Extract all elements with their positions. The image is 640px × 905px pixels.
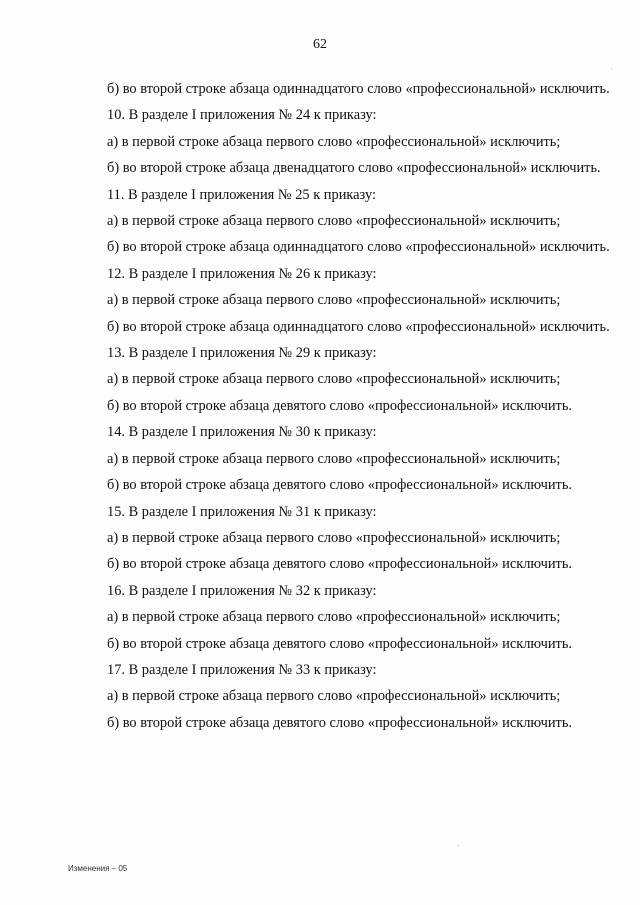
paragraph: а) в первой строке абзаца первого слово «профессиональной» исключить;: [107, 213, 561, 230]
paragraph: б) во второй строке абзаца девятого слово «профессиональной» исключить.: [107, 556, 572, 573]
paragraph: 14. В разделе I приложения № 30 к приказу:: [107, 424, 377, 441]
paragraph: б) во второй строке абзаца девятого слово «профессиональной» исключить.: [107, 397, 572, 414]
scan-speck: [611, 68, 612, 69]
paragraph: 12. В разделе I приложения № 26 к приказу:: [107, 265, 377, 282]
paragraph: а) в первой строке абзаца первого слово «профессиональной» исключить;: [107, 529, 561, 546]
paragraph: а) в первой строке абзаца первого слово «профессиональной» исключить;: [107, 133, 561, 150]
paragraph: 16. В разделе I приложения № 32 к приказу:: [107, 582, 377, 599]
paragraph: б) во второй строке абзаца одиннадцатого слово «профессиональной» исключить.: [107, 318, 610, 335]
paragraph: 10. В разделе I приложения № 24 к приказу:: [107, 107, 377, 124]
paragraph: б) во второй строке абзаца девятого слово «профессиональной» исключить.: [107, 477, 572, 494]
paragraph: б) во второй строке абзаца одиннадцатого слово «профессиональной» исключить.: [107, 239, 610, 256]
paragraph: б) во второй строке абзаца девятого слово «профессиональной» исключить.: [107, 714, 572, 731]
paragraph: б) во второй строке абзаца девятого слово «профессиональной» исключить.: [107, 635, 572, 652]
paragraph: а) в первой строке абзаца первого слово «профессиональной» исключить;: [107, 292, 561, 309]
document-body: [68, 76, 610, 736]
page-footer: Изменения – 05: [68, 864, 128, 873]
paragraph: 15. В разделе I приложения № 31 к приказу:: [107, 503, 377, 520]
paragraph: б) во второй строке абзаца одиннадцатого слово «профессиональной» исключить.: [107, 81, 610, 97]
page-number: 62: [313, 37, 327, 52]
paragraph: а) в первой строке абзаца первого слово «профессиональной» исключить;: [107, 450, 561, 467]
paragraph: 11. В разделе I приложения № 25 к приказу:: [107, 186, 376, 203]
paragraph: а) в первой строке абзаца первого слово «профессиональной» исключить;: [107, 688, 561, 705]
paragraph: б) во второй строке абзаца двенадцатого слово «профессиональной» исключить.: [107, 160, 601, 177]
paragraph: а) в первой строке абзаца первого слово «профессиональной» исключить;: [107, 609, 561, 626]
paragraph: а) в первой строке абзаца первого слово «профессиональной» исключить;: [107, 371, 561, 388]
paragraph: 17. В разделе I приложения № 33 к приказу:: [107, 661, 377, 678]
scan-speck: [458, 845, 459, 846]
paragraph: 13. В разделе I приложения № 29 к приказу:: [107, 345, 377, 362]
